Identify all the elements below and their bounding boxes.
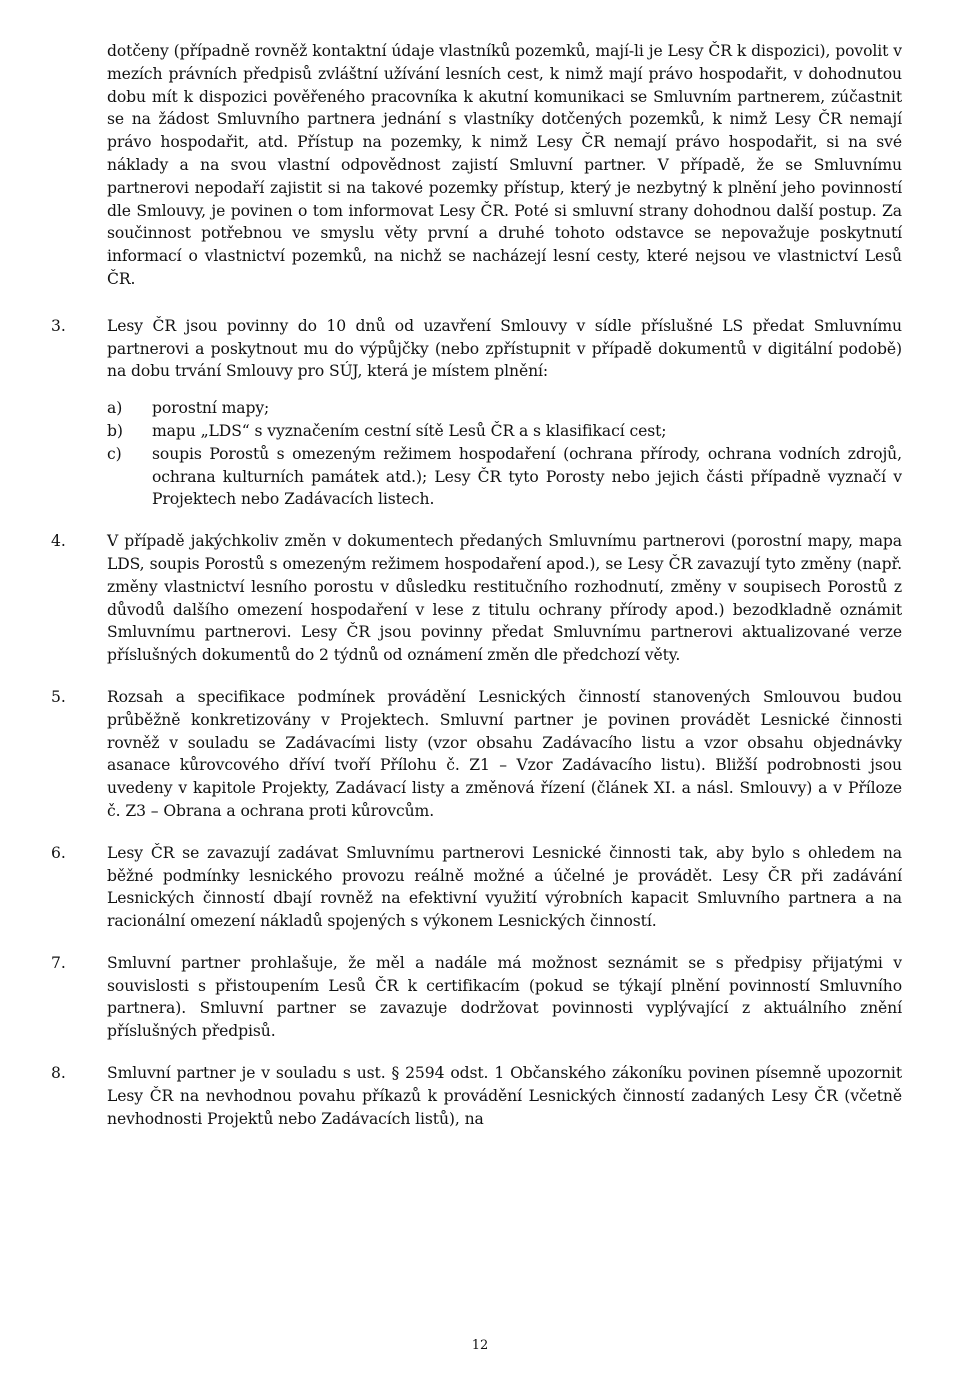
clause-number: 6. (51, 843, 66, 862)
sublist-label: b) (107, 421, 123, 440)
clause-number: 7. (51, 953, 66, 972)
clause-4 (51, 530, 902, 667)
clause-number: 8. (51, 1064, 66, 1083)
clause-3 (51, 315, 902, 511)
clause-text: V případě jakýchkoliv změn v dokumentech předaných Smluvnímu partnerovi (porostní mapy, mapa LDS, soupis Porostů s omezeným režimem hospodaření apod.), se Lesy ČR zavazují tyto změny (např. změny vlastnictví lesního porostu v důsledku restitučního rozhodnutí, změny v soupisech Porostů z důvodů dalšího omezení hospodaření v lese z titulu ochrany přírody apod.) bezodkladně oznámit Smluvnímu partnerovi. Lesy ČR jsou povinny předat Smluvnímu partnerovi aktualizované verze příslušných dokumentů do 2 týdnů od oznámení změn dle předchozí věty. (107, 532, 902, 665)
clause-7 (51, 952, 902, 1043)
clause-number: 5. (51, 687, 66, 706)
sublist-item (107, 420, 902, 443)
sublist-label: c) (107, 444, 122, 463)
sublist-item (107, 443, 902, 511)
sublist-item (107, 397, 902, 420)
clause-number: 3. (51, 316, 66, 335)
clause-text: Rozsah a specifikace podmínek provádění Lesnických činností stanovených Smlouvou budou průběžně konkretizovány v Projektech. Smluvní partner je povinen provádět Lesnické činnosti rovněž v souladu se Zadávacími listy (vzor obsahu Zadávacího listu a vzor obsahu objednávky asanace kůrovcového dříví tvoří Přílohu č. Z1 – Vzor Zadávacího listu). Bližší podrobnosti jsou uvedeny v kapitole Projekty, Zadávací listy a změnová řízení (článek XI. a násl. Smlouvy) a v Příloze č. Z3 – Obrana a ochrana proti kůrovcům. (107, 687, 902, 820)
clause-sublist (107, 397, 902, 511)
sublist-label: a) (107, 399, 123, 418)
clause-text: Lesy ČR se zavazují zadávat Smluvnímu partnerovi Lesnické činnosti tak, aby bylo s ohledem na běžné podmínky lesnického provozu reálně možné a účelné je provádět. Lesy ČR při zadávání Lesnických činností dbají rovněž na efektivní využití výrobních kapacit Smluvního partnera a na racionální omezení nákladů spojených s výkonem Lesnických činností. (107, 843, 902, 931)
sublist-text: mapu „LDS“ s vyznačením cestní sítě Lesů ČR a s klasifikací cest; (152, 421, 667, 440)
sublist-text: porostní mapy; (152, 399, 270, 418)
clause-number: 4. (51, 532, 66, 551)
clause-6 (51, 842, 902, 933)
page-number: 12 (471, 1338, 489, 1353)
clause-text: Smluvní partner prohlašuje, že měl a nadále má možnost seznámit se s předpisy přijatými v souvislosti s přistoupením Lesů ČR k certifikacím (pokud se týkají plnění povinností Smluvního partnera). Smluvní partner se zavazuje dodržovat povinnosti vyplývající z aktuálního znění příslušných předpisů. (107, 953, 902, 1041)
document-page (51, 40, 902, 1130)
intro-paragraph: dotčeny (případně rovněž kontaktní údaje vlastníků pozemků, mají-li je Lesy ČR k dispozici), povolit v mezích právních předpisů zvláštní užívání lesních cest, k nimž mají právo hospodařit, v dohodnutou dobu mít k dispozici pověřeného pracovníka k akutní komunikaci se Smluvním partnerem, zúčastnit se na žádost Smluvního partnera jednání s vlastníky dotčených pozemků, k nimž Lesy ČR nemají právo hospodařit, atd. Přístup na pozemky, k nimž Lesy ČR nemají právo hospodařit, si na své náklady a na svou vlastní odpovědnost zajistí Smluvní partner. V případě, že se Smluvnímu partnerovi nepodaří zajistit si na takové pozemky přístup, který je nezbytný k plnění jeho povinností dle Smlouvy, je povinen o tom informovat Lesy ČR. Poté si smluvní strany dohodnou další postup. Za součinnost potřebnou ve smyslu věty první a druhé tohoto odstavce se nepovažuje poskytnutí informací o vlastnictví pozemků, na nichž se nacházejí lesní cesty, které nejsou ve vlastnictví Lesů ČR. (107, 42, 902, 288)
clause-text: Smluvní partner je v souladu s ust. § 2594 odst. 1 Občanského zákoníku povinen písemně upozornit Lesy ČR na nevhodnou povahu příkazů k provádění Lesnických činností zadaných Lesy ČR (včetně nevhodnosti Projektů nebo Zadávacích listů), na (107, 1064, 902, 1128)
clause-8 (51, 1062, 902, 1130)
sublist-text: soupis Porostů s omezeným režimem hospodaření (ochrana přírody, ochrana vodních zdrojů, ochrana kulturních památek atd.); Lesy ČR tyto Porosty nebo jejich části případně vyznačí v Projektech nebo Zadávacích listech. (152, 444, 902, 509)
clause-5 (51, 686, 902, 823)
clause-text: Lesy ČR jsou povinny do 10 dnů od uzavření Smlouvy v sídle příslušné LS předat Smluvnímu partnerovi a poskytnout mu do výpůjčky (nebo zpřístupnit v případě dokumentů v digitální podobě) na dobu trvání Smlouvy pro SÚJ, která je místem plnění: (107, 316, 902, 381)
